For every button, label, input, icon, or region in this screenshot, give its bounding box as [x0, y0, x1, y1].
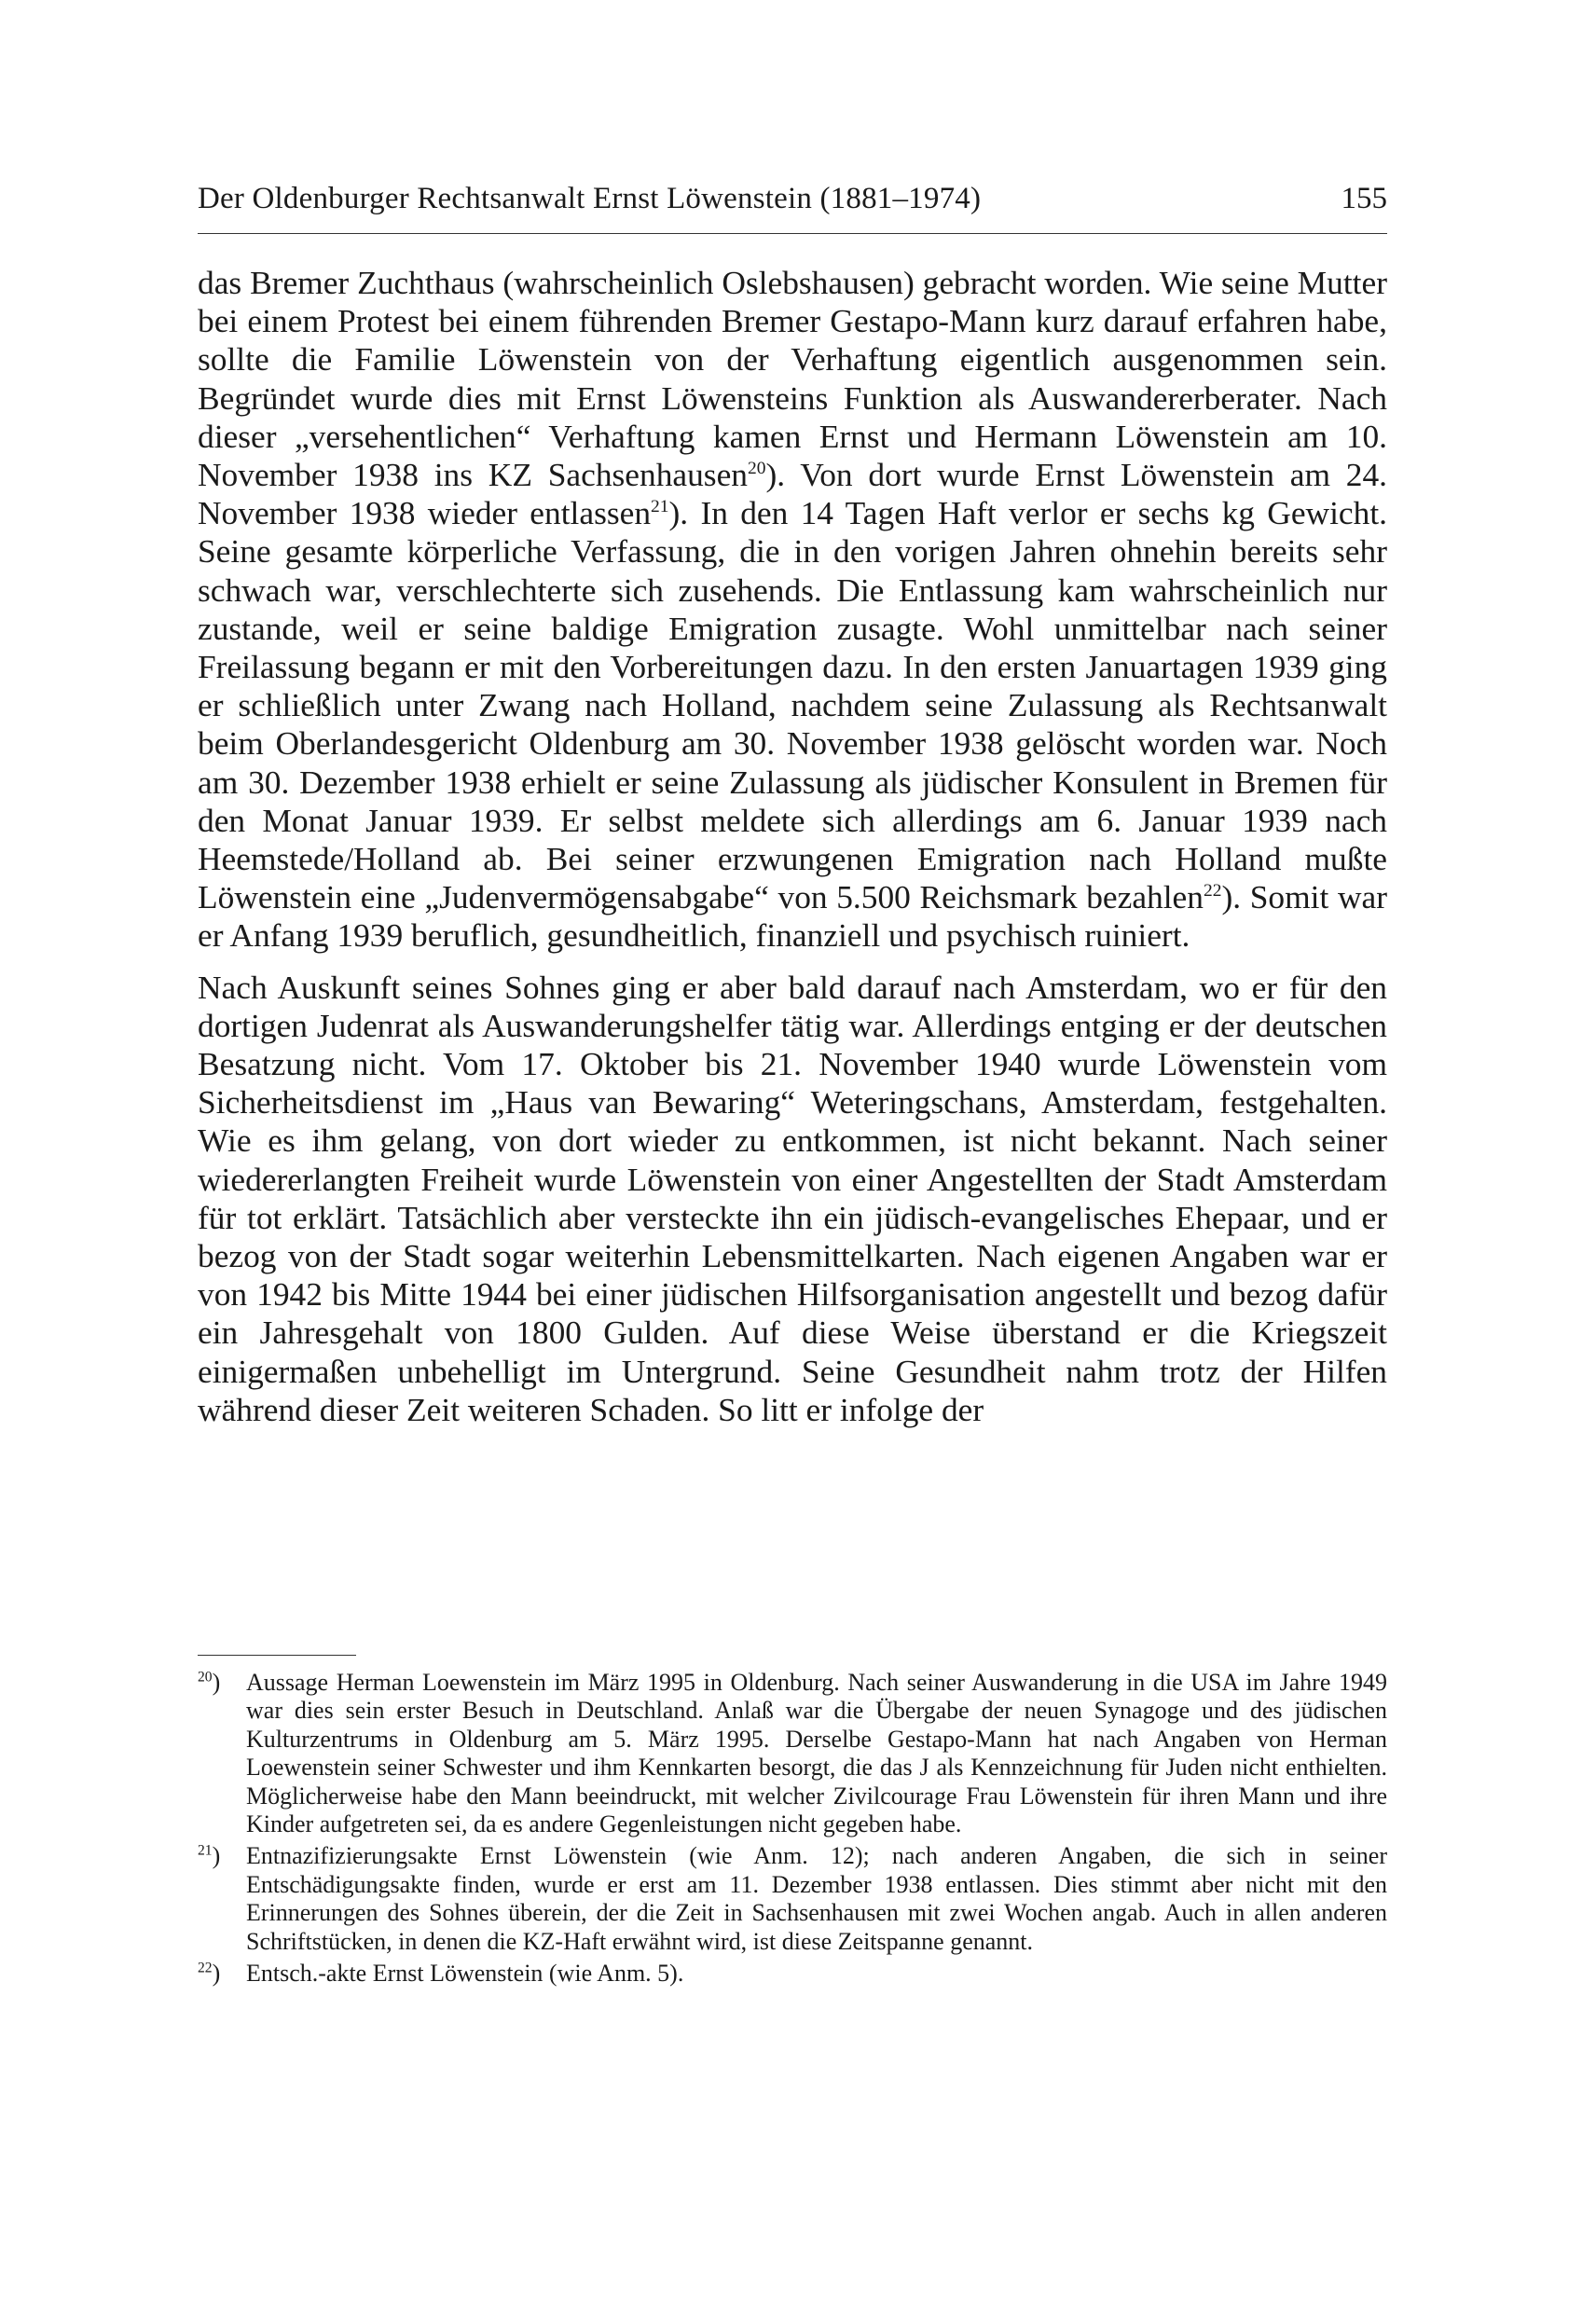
footnote-22 — [198, 1960, 1387, 1988]
footnote-ref-21: 21 — [651, 497, 669, 517]
footnote-separator — [198, 1655, 356, 1656]
running-head — [198, 175, 1387, 222]
footnote-marker-suffix: ) — [212, 1960, 221, 1988]
footnote-number: 20 — [198, 1669, 213, 1686]
footnotes — [198, 1669, 1387, 1988]
footnote-marker-suffix: ) — [212, 1669, 221, 1696]
footnote-marker-suffix: ) — [212, 1842, 221, 1870]
paragraph-1-part-4: ). Somit war er Anfang 1939 beruflich, gesundheitlich, finanziell und psychisch ruiniert. — [198, 878, 1387, 955]
footnote-21 — [198, 1842, 1387, 1956]
footnote-number: 21 — [198, 1842, 213, 1859]
running-title: Der Oldenburger Rechtsanwalt Ernst Löwenstein (1881–1974) — [198, 182, 982, 215]
paragraph-2: Nach Auskunft seines Sohnes ging er aber bald darauf nach Amsterdam, wo er für den dortigen Judenrat als Auswanderungshelfer tätig war. Allerdings entging er der deutschen Besatzung nicht. Vom 17. Oktober bis 21. November 1940 wurde Löwenstein vom Sicherheitsdienst im „Haus van Bewaring“ Weteringschans, Amsterdam, festgehalten. Wie es ihm gelang, von dort wieder zu entkommen, ist nicht bekannt. Nach seiner wiedererlangten Freiheit wurde Löwenstein von einer Angestellten der Stadt Amsterdam für tot erklärt. Tatsächlich aber versteckte ihn ein jüdisch-evangelisches Ehepaar, und er bezog von der Stadt sogar weiterhin Lebensmittelkarten. Nach eigenen Angaben war er von 1942 bis Mitte 1944 bei einer jüdischen Hilfsorganisation angestellt und bezog dafür ein Jahresgehalt von 1800 Gulden. Auf diese Weise überstand er die Kriegszeit einigermaßen unbehelligt im Untergrund. Seine Gesundheit nahm trotz der Hilfen während dieser Zeit weiteren Schaden. So litt er infolge der — [198, 968, 1387, 1428]
paragraph-1 — [198, 264, 1387, 956]
page-number: 155 — [1341, 182, 1387, 215]
footnote-text: Entnazifizierungsakte Ernst Löwenstein (wie Anm. 12); nach anderen Angaben, die sich in seiner Entschädigungsakte finden, wurde er erst am 11. Dezember 1938 entlassen. Dies stimmt aber nicht mit den Erinnerungen des Sohnes überein, der die Zeit in Sachsenhausen mit zwei Wochen angab. Auch in allen anderen Schriftstücken, in denen die KZ-Haft erwähnt wird, ist diese Zeitspanne genannt. — [246, 1842, 1387, 1955]
header-rule — [198, 233, 1387, 234]
footnote-text: Entsch.-akte Ernst Löwenstein (wie Anm. 5). — [246, 1960, 684, 1988]
footnote-ref-22: 22 — [1203, 881, 1222, 901]
footnote-marker — [198, 1842, 242, 1870]
footnote-marker — [198, 1669, 242, 1697]
body-text — [198, 264, 1387, 1429]
paragraph-1-part-2: ). Von dort wurde Ernst Löwenstein am 24. November 1938 wieder entlassen — [198, 456, 1387, 532]
footnote-ref-20: 20 — [747, 459, 766, 479]
footnote-20 — [198, 1669, 1387, 1838]
paragraph-1-part-3: ). In den 14 Tagen Haft verlor er sechs kg Gewicht. Seine gesamte körperliche Verfassung, die in den vorigen Jahren ohnehin bereits sehr schwach war, verschlechterte sich zusehends. Die Entlassung kam wahrscheinlich nur zustande, weil er seine baldige Emigration zusagte. Wohl unmittelbar nach seiner Freilassung begann er mit den Vorbereitungen dazu. In den ersten Januartagen 1939 ging er schließlich unter Zwang nach Holland, nachdem seine Zulassung als Rechtsanwalt beim Oberlandesgericht Oldenburg am 30. November 1938 gelöscht worden war. Noch am 30. Dezember 1938 erhielt er seine Zulassung als jüdischer Konsulent in Bremen für den Monat Januar 1939. Er selbst meldete sich allerdings am 6. Januar 1939 nach Heemstede/Holland ab. Bei seiner erzwungenen Emigration nach Holland mußte Löwenstein eine „Judenvermögensabgabe“ von 5.500 Reichsmark bezahlen — [198, 494, 1387, 916]
paragraph-1-part-1: das Bremer Zuchthaus (wahrscheinlich Oslebshausen) gebracht worden. Wie seine Mutter bei einem Protest bei einem führenden Bremer Gestapo-Mann kurz darauf erfahren habe, sollte die Familie Löwenstein von der Verhaftung eigentlich ausgenommen sein. Begründet wurde dies mit Ernst Löwensteins Funktion als Auswandererberater. Nach dieser „versehentlichen“ Verhaftung kamen Ernst und Hermann Löwenstein am 10. November 1938 ins KZ Sachsenhausen — [198, 264, 1387, 494]
footnote-number: 22 — [198, 1960, 213, 1976]
footnote-marker — [198, 1960, 242, 1988]
footnote-text: Aussage Herman Loewenstein im März 1995 in Oldenburg. Nach seiner Auswanderung in die USA im Jahre 1949 war dies sein erster Besuch in Deutschland. Anlaß war die Übergabe der neuen Synagoge und des jüdischen Kulturzentrums in Oldenburg am 5. März 1995. Derselbe Gestapo-Mann hat nach Angaben von Herman Loewenstein seiner Schwester und ihm Kennkarten besorgt, die das J als Kennzeichnung für Juden nicht enthielten. Möglicherweise habe den Mann beeindruckt, mit welcher Zivilcourage Frau Löwenstein für ihren Mann und ihre Kinder aufgetreten sei, da es andere Gegenleistungen nicht gegeben habe. — [246, 1669, 1387, 1838]
